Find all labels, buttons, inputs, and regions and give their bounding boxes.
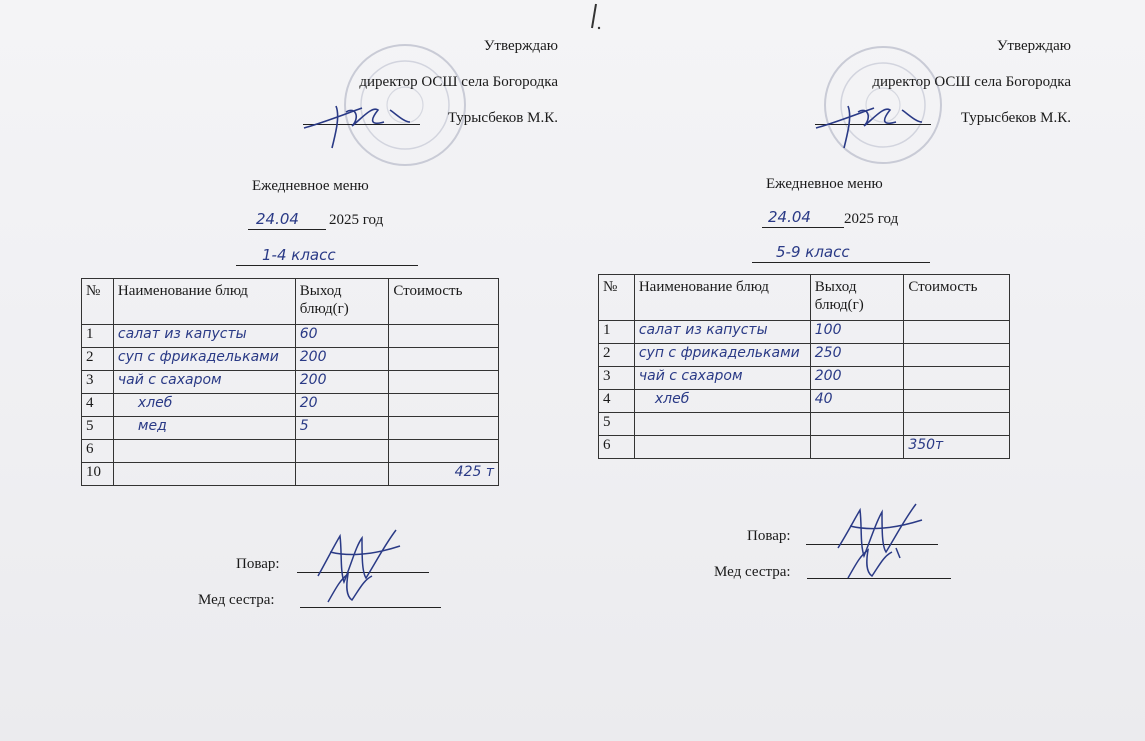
dish-name <box>634 436 810 459</box>
cook-label: Повар: <box>236 556 280 572</box>
nurse-label: Мед сестра: <box>714 564 791 580</box>
approve-label: Утверждаю <box>483 38 558 54</box>
dish-cost <box>904 344 1010 367</box>
dish-output: 200 <box>810 367 904 390</box>
director-line: директор ОСШ села Богородка <box>359 74 558 90</box>
year-text: 2025 год <box>844 211 899 227</box>
dish-output: 200 <box>295 371 389 394</box>
col-header-dish: Наименование блюд <box>634 275 810 321</box>
row-number: 4 <box>82 394 114 417</box>
table-row <box>82 371 499 394</box>
col-header-cost: Стоимость <box>904 275 1010 321</box>
dish-name <box>634 413 810 436</box>
table-row <box>82 417 499 440</box>
row-number: 3 <box>82 371 114 394</box>
dish-name: чай с сахаром <box>634 367 810 390</box>
dish-output <box>810 413 904 436</box>
year-text: 2025 год <box>329 212 384 228</box>
table-row <box>599 367 1010 390</box>
dish-name: суп с фрикадельками <box>113 348 295 371</box>
cook-label: Повар: <box>747 528 791 544</box>
table-row <box>82 394 499 417</box>
menu-title: Ежедневное меню <box>252 178 369 194</box>
menu-table <box>598 274 1010 459</box>
row-number: 3 <box>599 367 635 390</box>
dish-name <box>113 440 295 463</box>
menu-title: Ежедневное меню <box>766 176 883 192</box>
dish-output: 40 <box>810 390 904 413</box>
table-header-row <box>82 279 499 325</box>
row-number: 2 <box>82 348 114 371</box>
date-handwritten: 24.04 <box>768 208 811 226</box>
dish-name: салат из капусты <box>113 325 295 348</box>
row-number: 2 <box>599 344 635 367</box>
dish-cost <box>389 348 499 371</box>
table-row <box>599 390 1010 413</box>
dish-cost <box>904 367 1010 390</box>
dish-name <box>113 463 295 486</box>
director-signature <box>812 92 932 154</box>
row-number: 6 <box>82 440 114 463</box>
table-row <box>599 436 1010 459</box>
class-handwritten: 1-4 класс <box>262 246 336 264</box>
director-name: Турысбеков М.К. <box>447 110 558 126</box>
total-cost: 350т <box>904 436 1010 459</box>
table-row <box>82 463 499 486</box>
dish-output <box>295 463 389 486</box>
dish-output: 200 <box>295 348 389 371</box>
row-number: 4 <box>599 390 635 413</box>
date-line <box>248 229 326 230</box>
class-handwritten: 5-9 класс <box>776 243 850 261</box>
row-number: 1 <box>599 321 635 344</box>
col-header-dish: Наименование блюд <box>113 279 295 325</box>
dish-output: 20 <box>295 394 389 417</box>
col-header-number: № <box>82 279 114 325</box>
nurse-label: Мед сестра: <box>198 592 275 608</box>
dish-cost <box>389 440 499 463</box>
dish-cost <box>904 321 1010 344</box>
dish-cost <box>389 417 499 440</box>
cook-signature <box>826 498 936 588</box>
dish-name: мед <box>113 417 295 440</box>
dish-cost <box>904 413 1010 436</box>
director-name: Турысбеков М.К. <box>960 110 1071 126</box>
date-handwritten: 24.04 <box>256 210 299 228</box>
col-header-output: Выход блюд(г) <box>295 279 389 325</box>
dish-cost <box>389 325 499 348</box>
table-row <box>82 440 499 463</box>
class-line <box>752 262 930 263</box>
dish-cost <box>389 394 499 417</box>
date-line <box>762 227 844 228</box>
dish-output: 60 <box>295 325 389 348</box>
class-line <box>236 265 418 266</box>
row-number: 1 <box>82 325 114 348</box>
dish-output <box>295 440 389 463</box>
table-row <box>82 348 499 371</box>
col-header-number: № <box>599 275 635 321</box>
table-row <box>82 325 499 348</box>
approve-label: Утверждаю <box>996 38 1071 54</box>
dish-name: салат из капусты <box>634 321 810 344</box>
dish-name: суп с фрикадельками <box>634 344 810 367</box>
dish-output: 250 <box>810 344 904 367</box>
row-number: 6 <box>599 436 635 459</box>
dish-name: хлеб <box>634 390 810 413</box>
dish-output: 100 <box>810 321 904 344</box>
col-header-cost: Стоимость <box>389 279 499 325</box>
cook-signature <box>300 522 410 612</box>
row-number: 5 <box>82 417 114 440</box>
table-row <box>599 344 1010 367</box>
dish-cost <box>904 390 1010 413</box>
director-signature <box>300 92 420 154</box>
left-menu-sheet <box>0 0 570 640</box>
right-menu-sheet <box>570 0 1145 640</box>
dish-name: чай с сахаром <box>113 371 295 394</box>
table-row <box>599 413 1010 436</box>
dish-cost <box>389 371 499 394</box>
dish-output <box>810 436 904 459</box>
table-header-row <box>599 275 1010 321</box>
total-cost: 425 т <box>389 463 499 486</box>
dish-output: 5 <box>295 417 389 440</box>
row-number: 5 <box>599 413 635 436</box>
director-line: директор ОСШ села Богородка <box>872 74 1071 90</box>
menu-table <box>81 278 499 486</box>
table-row <box>599 321 1010 344</box>
row-number: 10 <box>82 463 114 486</box>
dish-name: хлеб <box>113 394 295 417</box>
col-header-output: Выход блюд(г) <box>810 275 904 321</box>
